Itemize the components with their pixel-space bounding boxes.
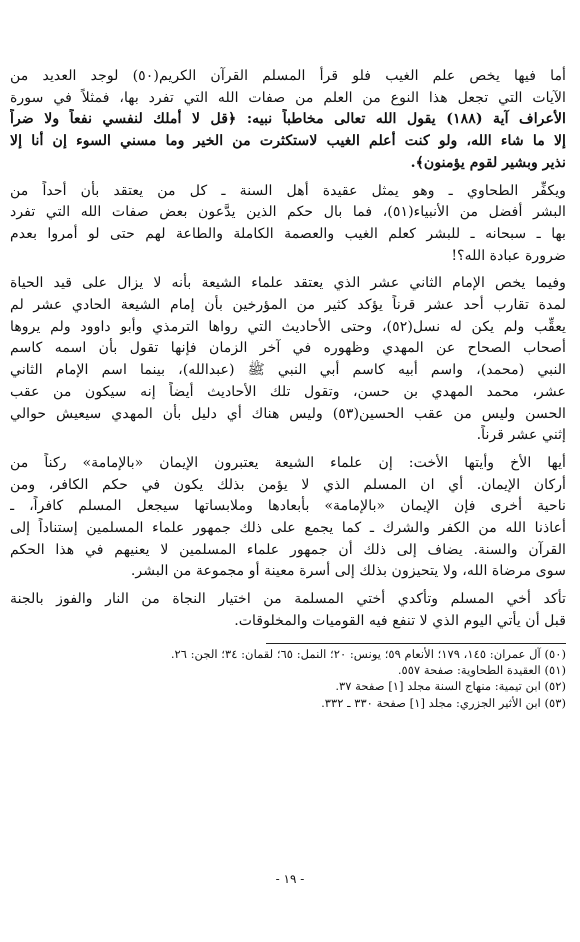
text-line: بها ـ سبحانه ـ للبشر كعلم الغيب والعصمة الكاملة والطاعة لهم حتى لو أمروا بعدم [10, 225, 566, 242]
body-text [10, 66, 566, 711]
text-line: ضرورة عبادة الله؟! [451, 247, 566, 264]
text-line: لمدة تقارب أحد عشر قرناً يؤكد كثير من المؤرخين بأن إمام الشيعة الحادي عشر لم [10, 297, 566, 314]
text-line: ناحية أخرى فإن الإيمان «بالإمامة» بأبعادها وملابساتها سيجعل المسلم كافراً، ـ [10, 498, 566, 515]
paragraph-twelfth-imam [10, 273, 566, 447]
quran-verse-line: إلا ما شاء الله، ولو كنت أعلم الغيب لاستكثرت من الخير وما مسني السوء إن أنا إلا [10, 133, 566, 150]
text-line: إثني عشر قرناً. [476, 427, 566, 444]
footnote-51: (٥١) العقيدة الطحاوية: صفحة ٥٥٧. [397, 662, 566, 677]
text-line: تأكد أخي المسلم وتأكدي أختي المسلمة من اختيار النجاة من النار والفوز بالجنة [10, 591, 566, 608]
footnote-divider [266, 643, 566, 644]
text-line: قبل أن يأتي اليوم الذي لا تنفع فيه القوميات والمخلوقات. [234, 612, 566, 629]
paragraph-unseen-knowledge [10, 66, 566, 175]
footnote-53: (٥٣) ابن الأثير الجزري: مجلد [١] صفحة ٣٣٠ ـ ٣٣٢. [321, 695, 566, 710]
text-line: النبي (محمد)، واسم أبيه كاسم أبي النبي ﷺ (عبدالله)، بينما اسم الإمام الثاني [10, 362, 566, 379]
text-line: أما فيها يخص علم الغيب فلو قرأ المسلم القرآن الكريم(٥٠) لوجد العديد من [10, 68, 566, 84]
text-line: ويكفِّر الطحاوي ـ وهو يمثل عقيدة أهل السنة ـ كل من يعتقد بأن أحداً من [10, 182, 566, 199]
text-line: أيها الأخ وأيتها الأخت: إن علماء الشيعة يعتبرون الإيمان «بالإمامة» ركناً من [10, 454, 566, 471]
paragraph-conclusion [10, 589, 566, 632]
text-line: الحسن وليس من عقب الحسين(٥٣) وليس هناك أي دليل بأن المهدي سيعيش حوالي [10, 405, 566, 422]
text-line: أعاذنا الله من الكفر والشرك ـ كما يجمع على ذلك جمهور علماء المسلمين إستناداً إلى [10, 520, 566, 537]
footnote-50: (٥٠) آل عمران: ١٤٥، ١٧٩؛ الأنعام ٥٩؛ يونس: ٢٠؛ النمل: ٦٥؛ لقمان: ٣٤؛ الجن: ٢٦. [170, 646, 566, 661]
footnotes [10, 646, 566, 712]
text-line: أركان الإيمان. أي ان المسلم الذي لا يؤمن بذلك يكون في حكم الكافر، ومن [10, 476, 566, 493]
quran-verse-line: الأعراف آية (١٨٨) يقول الله تعالى مخاطباً نبيه: ﴿قل لا أملك لنفسي نفعاً ولا ضراً [10, 111, 566, 128]
quran-verse-line: نذير وبشير لقوم يؤمنون﴾. [410, 154, 566, 171]
text-line: يعقِّب ولم يكن له نسل(٥٢)، وحتى الأحاديث التي رواها الترمذي وأبو داوود ولم يروها [10, 318, 566, 335]
text-line: عشر، محمد المهدي بن حسن، وتقول تلك الأحاديث أيضاً إنه سيكون من عقب [10, 383, 566, 400]
paragraph-imamate [10, 453, 566, 583]
footnote-52: (٥٢) ابن تيمية: منهاج السنة مجلد [١] صفحة ٣٧. [335, 679, 566, 694]
paragraph-tahawi [10, 181, 566, 268]
text-line: وفيما يخص الإمام الثاني عشر الذي يعتقد علماء الشيعة بأنه لا يزال على قيد الحياة [10, 275, 566, 292]
text-line: الآيات التي تجعل هذا النوع من العلم من صفات الله التي تفرد بها، فمثلاً في سورة [10, 89, 566, 106]
text-line: أصحاب الصحاح عن المهدي وظهوره في آخر الزمان فإنها تقول بأن اسمه كاسم [10, 340, 566, 357]
page-number: - ١٩ - [275, 872, 305, 886]
text-line: البشر أفضل من الأنبياء(٥١)، فما بال حكم الذين يدَّعون بعض صفات الله التي تفرد [10, 204, 566, 221]
text-line: سوى مرضاة الله، ولا يتحيزون بذلك إلى أسرة معينة أو مجموعة من البشر. [130, 563, 566, 580]
text-line: القرآن والسنة. يضاف إلى ذلك أن جمهور علماء المسلمين لا يعنيهم في هذا الحكم [10, 541, 566, 558]
